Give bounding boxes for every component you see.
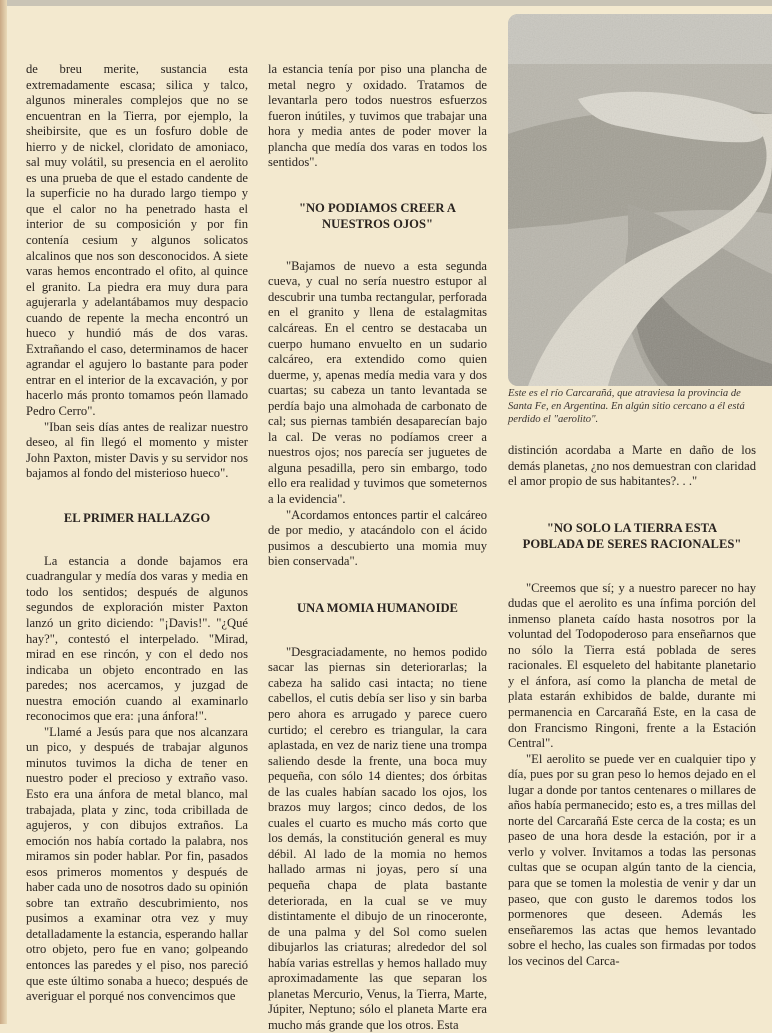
paragraph: "Bajamos de nuevo a esta segunda cueva, y cual no sería nuestro estupor al descubrir una tumba rectangular, perforada en el granito y llena de estalagmitas calcáreas. En el centro se destacaba un cuerpo humano envuelto en un sudario calcáreo, era extendido como quien duerme, y, apenas medía media vara y dos cuartas; su cabeza un tanto levantada se perdía bajo una almohada de carbonato de cal; sus piernas también desaparecían bajo la cal. De veras no podíamos creer a nuestros ojos; nos parecía ser juguetes de alguna pesadilla, pero sin embargo, todo ello era realidad y tuvimos que someternos a la evidencia". bbox=[268, 258, 487, 507]
section-heading bbox=[508, 520, 756, 552]
section-heading: EL PRIMER HALLAZGO bbox=[63, 510, 211, 525]
photo-caption: Este es el río Carcarañá, que atraviesa la provincia de Santa Fe, en Argentina. En algún sitio cercano a él está perdido el "aerolito". bbox=[508, 388, 745, 426]
heading-line: "NO PODIAMOS CREER A bbox=[298, 200, 457, 215]
river-photo-illustration bbox=[508, 14, 772, 386]
photo-grain bbox=[508, 14, 772, 386]
paragraph: "Desgraciadamente, no hemos podido sacar las piernas sin deteriorarlas; la cabeza ha salido casi intacta; no tiene cabellos, el cutis debía ser liso y sin barba pero ahora es arrugado y parece cuero curtido; el cerebro es triangular, la cara aplastada, en vez de nariz tiene una trompa saliendo desde la frente, una boca muy pequeña, con sólo 14 dientes; dos órbitas de las cuales habían sacado los ojos, los brazos muy largos; cinco dedos, de los cuales el cuarto es mucho más corto que los demás, la constitución general es muy débil. Al lado de la momia no hemos hallado armas ni joyas, pero sí una pequeña chapa de plata bastante deteriorada, en la cual se ve muy distintamente el dibujo de un rinoceronte, de una palma y del Sol como suelen dibujarlos las criaturas; alrededor del sol había varias estrellas y hemos hallado muy aproximadamente las que separan los planetas Mercurio, Venus, la Tierra, Marte, Júpiter, Neptuno; sólo el planeta Marte era mucho más grande que los otros. Esta bbox=[268, 644, 487, 1032]
paragraph: "El aerolito se puede ver en cualquier tipo y día, pues por su gran peso lo hemos dejado en el lugar a donde por tantos centenares o millares de años había permanecido; esto es, a tres millas del norte del Carcarañá Este cerca de la costa; es un paseo de una hora desde la estación, por ir a verlo y volver. Invitamos a todas las personas cultas que se ocupan algún tanto de la ciencia, para que se tomen la molestia de venir y dar un paseo, que con gusto le daremos todos los pormenores que deseen. Además les enseñaremos las actas que hemos levantado sobre el hecho, las cuales son firmadas por todos los vecinos del Carca- bbox=[508, 751, 756, 968]
column-3 bbox=[508, 443, 756, 969]
paragraph: "Acordamos entonces partir el calcáreo de por medio, y atacándolo con el ácido pusimos a descubierto una momia muy bien conservada". bbox=[268, 507, 487, 569]
section-heading: UNA MOMIA HUMANOIDE bbox=[297, 600, 458, 615]
paragraph: la estancia tenía por piso una plancha de metal negro y oxidado. Tratamos de levantarla pero todos nuestros esfuerzos fueron inútiles, y tuvimos que trabajar una hora y media antes de poder mover la plancha que medía dos varas en todos los sentidos". bbox=[268, 62, 487, 170]
heading-line: POBLADA DE SERES RACIONALES" bbox=[522, 536, 742, 551]
paragraph: "Creemos que sí; y a nuestro parecer no hay dudas que el aerolito es una ínfima porción del inmenso planeta caído hasta nosotros por la voluntad del Todopoderoso para enseñarnos que no sólo la Tierra está poblada de seres racionales. El esqueleto del habitante planetario y el ánfora, así como la plancha de metal de plata estarán exhibidos de balde, durante mi permanencia en Carcarañá Este, en la casa de don Francismo Ringoni, frente a la Estación Central". bbox=[508, 580, 756, 751]
page-top-edge bbox=[0, 0, 772, 6]
page-binding-edge bbox=[0, 0, 7, 1024]
column-1 bbox=[26, 62, 248, 1005]
paragraph: "Iban seis días antes de realizar nuestro deseo, al fin llegó el momento y mister John Paxton, mister Davis y su servidor nos bajamos al fondo del misterioso hueco". bbox=[26, 419, 248, 481]
heading-line: NUESTROS OJOS" bbox=[322, 216, 433, 231]
paragraph: "Llamé a Jesús para que nos alcanzara un pico, y después de trabajar algunos minutos tuvimos la dicha de tener en nuestro poder el precioso y extraño vaso. Esto era una ánfora de metal blanco, mal trabajada, plata y zinc, toda cribillada de agujeros, y con dibujos extraños. La emoción nos había cortado la palabra, nos miramos sin poder hablar. Por fin, pasados esos primeros momentos y después de haber cada uno de nosotros dado su opinión sobre tan extraño descubrimiento, nos pusimos a examinar otra vez y muy detalladamente la estancia, esperando hallar otro objeto, pero fue en vano; golpeando entonces las paredes y el piso, nos pareció que este último sonaba a hueco; después de averiguar el porqué nos convencimos que bbox=[26, 724, 248, 1004]
river-photo-icon bbox=[508, 14, 772, 386]
paragraph: de breu merite, sustancia esta extremadamente escasa; silica y talco, algunos minerales complejos que no se encuentran en la Tierra, por ejemplo, la sheibirsite, que es un fosfuro doble de hierro y de nickel, cloridato de amoniaco, sal muy volátil, su presencia en el aerolito es una prueba de que el estado candente de la superficie no ha durado largo tiempo y que el calor no ha penetrado hasta el interior de su composición y por fin contenía cesium y algunos solicatos alcalinos que nos son desconocidos. A siete varas hemos encontrado el ofito, al quince el granito. La piedra era muy dura para agujerarla y adelantábamos muy despacio cuando de repente la mecha encontró un hueco y hundió más de dos varas. Extrañando el caso, determinamos de hacer agrandar el agujero lo bastante para poder entrar en el interior de la excavación, y por hacerlo más pronto tomamos peón llamado Pedro Cerro". bbox=[26, 62, 248, 419]
column-2 bbox=[268, 62, 487, 1033]
paragraph: distinción acordaba a Marte en daño de los demás planetas, ¿no nos demuestran con claridad el amor propio de sus habitantes?. . ." bbox=[508, 443, 756, 489]
heading-line: "NO SOLO LA TIERRA ESTA bbox=[546, 520, 718, 535]
section-heading bbox=[268, 200, 487, 232]
paragraph: La estancia a donde bajamos era cuadrangular y medía dos varas y media en todo los sentidos; después de algunos segundos de exploración mister Paxton lanzó un grito diciendo: "¡Davis!". "¿Qué hay?", contestó el interpelado. "Mirad, mirad en ese rincón, y con el dedo nos indicaba un objeto encontrado en las paredes; nos acercamos, y juzgad de nuestra emoción cuando al examinarlo reconocimos que era: ¡una ánfora!". bbox=[26, 553, 248, 724]
